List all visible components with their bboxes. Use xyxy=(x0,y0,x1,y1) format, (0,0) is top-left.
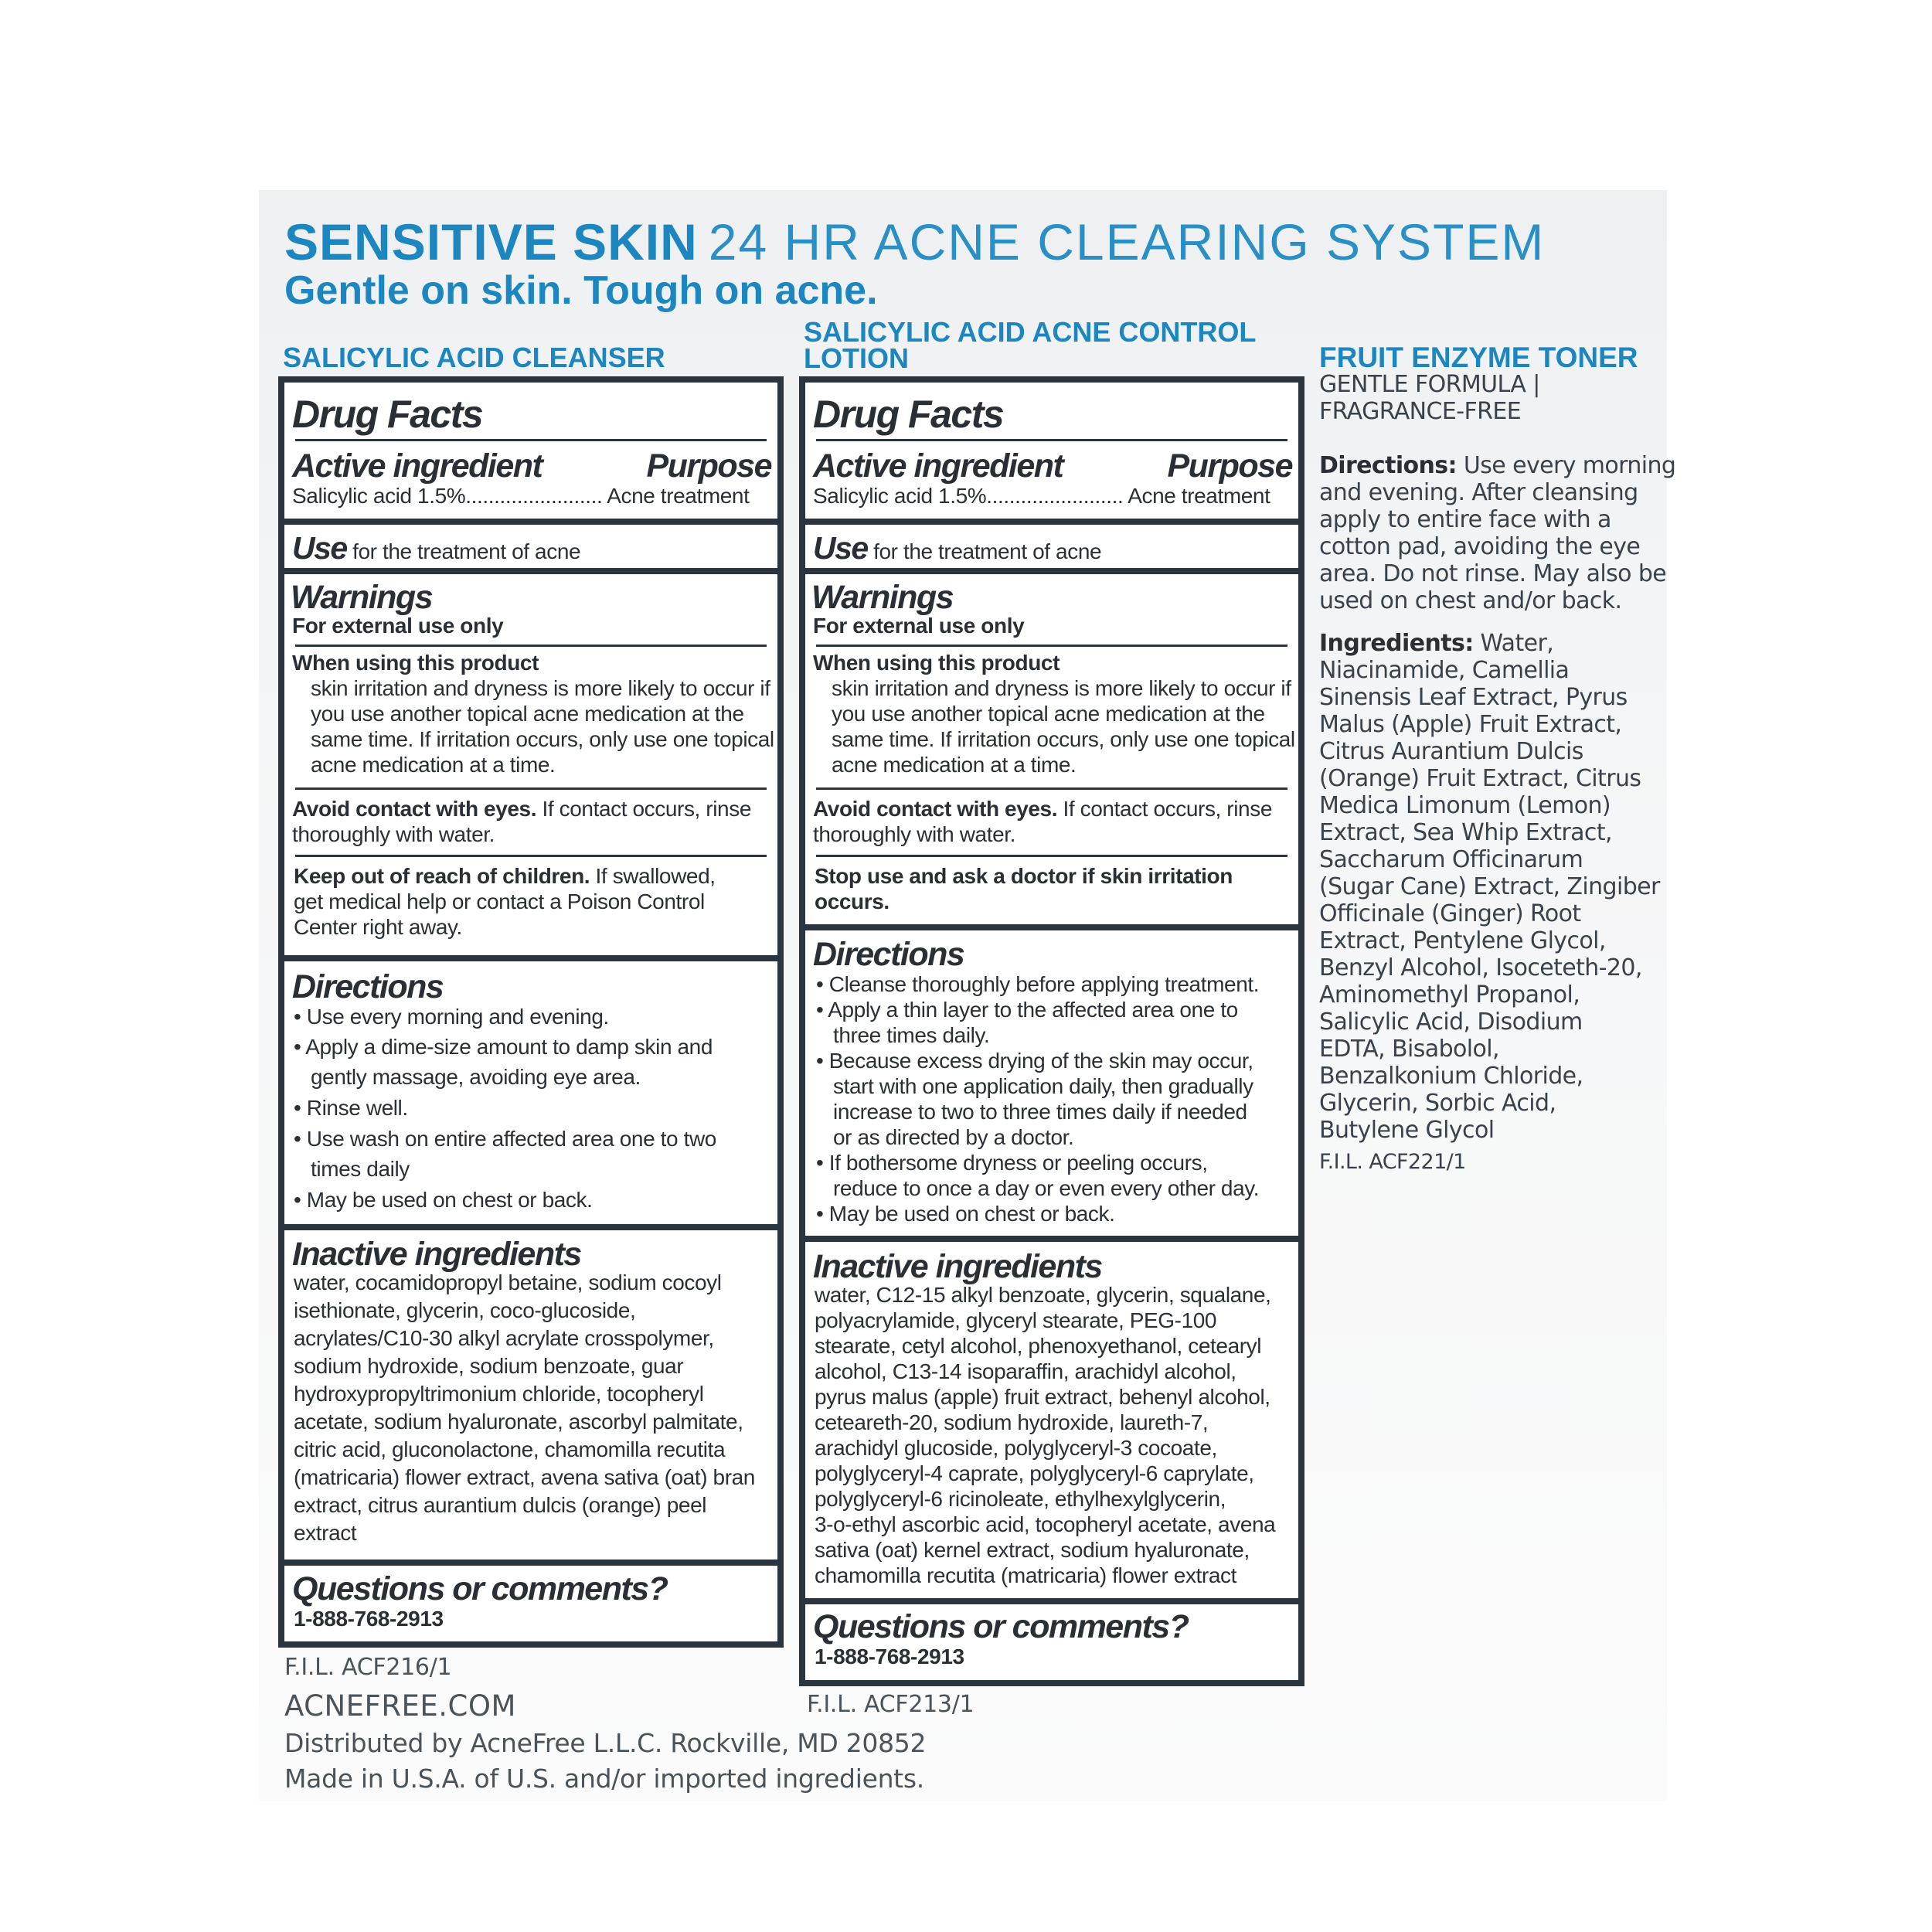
toner-ingredients-line: Benzyl Alcohol, Isoceteth-20, xyxy=(1319,954,1642,981)
inactive-line: sativa (oat) kernel extract, sodium hyaluronate, xyxy=(815,1538,1250,1562)
directions-line: • Use every morning and evening. xyxy=(294,1005,609,1029)
toner-ingredients-line: Malus (Apple) Fruit Extract, xyxy=(1319,711,1622,738)
directions-line: • Because excess drying of the skin may occur, xyxy=(816,1049,1253,1073)
inactive-line: polyacrylamide, glyceryl stearate, PEG-100 xyxy=(815,1308,1217,1332)
inactive-line: pyrus malus (apple) fruit extract, behenyl alcohol, xyxy=(815,1385,1270,1409)
toner-ingredients-line: Aminomethyl Propanol, xyxy=(1319,981,1580,1009)
drug-facts-title: Drug Facts xyxy=(813,393,1004,436)
when-using-line: skin irritation and dryness is more likely to occur if xyxy=(832,676,1291,700)
directions-line: • Rinse well. xyxy=(294,1096,408,1120)
toner-ingredients-text: Water, xyxy=(1473,630,1554,657)
when-using-line: you use another topical acne medication at the xyxy=(311,702,744,726)
inactive-line: sodium hydroxide, sodium benzoate, guar xyxy=(294,1354,684,1378)
cleanser-heading: SALICYLIC ACID CLEANSER xyxy=(283,342,665,373)
phone-number: 1-888-768-2913 xyxy=(815,1645,964,1668)
divider xyxy=(295,645,767,647)
purpose-label: Purpose xyxy=(646,447,771,485)
toner-ingredients-first xyxy=(1319,630,1553,658)
section-separator xyxy=(805,519,1298,525)
when-using-line: skin irritation and dryness is more likely to occur if xyxy=(311,676,770,700)
avoid-contact xyxy=(292,796,751,821)
directions-line: • May be used on chest or back. xyxy=(816,1202,1115,1226)
avoid-contact-line: thoroughly with water. xyxy=(813,822,1016,846)
active-ingredient-line: Salicylic acid 1.5%........................ Acne treatment xyxy=(292,484,750,508)
toner-directions-line: cotton pad, avoiding the eye xyxy=(1319,533,1641,560)
toner-ingredients-line: EDTA, Bisabolol, xyxy=(1319,1036,1499,1063)
use-line xyxy=(813,529,1101,566)
directions-line: three times daily. xyxy=(833,1023,990,1047)
when-using-line: same time. If irritation occurs, only use one topical xyxy=(311,727,774,751)
toner-ingredients-line: Butylene Glycol xyxy=(1319,1117,1495,1144)
active-ingredient-label: Active ingredient xyxy=(292,447,543,485)
toner-ingredients-line: Sinensis Leaf Extract, Pyrus xyxy=(1319,684,1628,711)
directions-line: • Apply a thin layer to the affected area one to xyxy=(816,998,1238,1022)
toner-ingredients-line: Extract, Sea Whip Extract, xyxy=(1319,819,1612,846)
questions-title: Questions or comments? xyxy=(813,1608,1189,1645)
title-bold: SENSITIVE SKIN xyxy=(284,213,698,270)
directions-line: times daily xyxy=(311,1157,410,1181)
when-using-title: When using this product xyxy=(292,651,539,675)
section-separator xyxy=(805,1236,1298,1242)
inactive-line: extract xyxy=(294,1521,357,1545)
avoid-contact-bold: Avoid contact with eyes. xyxy=(813,797,1058,821)
toner-directions-line: area. Do not rinse. May also be xyxy=(1319,560,1667,587)
inactive-line: 3-o-ethyl ascorbic acid, tocopheryl acetate, avena xyxy=(815,1512,1276,1536)
inactive-line: citric acid, gluconolactone, chamomilla recutita xyxy=(294,1437,726,1461)
warnings-title: Warnings xyxy=(811,579,954,616)
keep-out-line: Center right away. xyxy=(294,915,462,939)
divider xyxy=(295,787,767,790)
lotion-heading-line2: LOTION xyxy=(804,342,909,374)
active-ingredient-line: Salicylic acid 1.5%........................ Acne treatment xyxy=(813,484,1270,508)
inactive-line: polyglyceryl-4 caprate, polyglyceryl-6 caprylate, xyxy=(815,1461,1254,1485)
stop-use-line: Stop use and ask a doctor if skin irritation xyxy=(815,864,1233,888)
use-line xyxy=(292,529,580,566)
inactive-line: acetate, sodium hyaluronate, ascorbyl palmitate, xyxy=(294,1410,743,1434)
external-use: For external use only xyxy=(813,614,1025,638)
directions-line: gently massage, avoiding eye area. xyxy=(311,1065,641,1089)
when-using-title: When using this product xyxy=(813,651,1060,675)
directions-line: • Use wash on entire affected area one to two xyxy=(294,1127,716,1151)
directions-line: or as directed by a doctor. xyxy=(833,1125,1074,1149)
divider xyxy=(295,855,767,857)
external-use: For external use only xyxy=(292,614,504,638)
toner-ingredients-line: Citrus Aurantium Dulcis xyxy=(1319,738,1583,765)
lotion-fil-code: F.I.L. ACF213/1 xyxy=(807,1691,975,1718)
use-text: for the treatment of acne xyxy=(346,539,581,563)
toner-heading: FRUIT ENZYME TONER xyxy=(1319,342,1638,373)
stop-use-line: occurs. xyxy=(815,889,889,913)
toner-ingredients-line: Salicylic Acid, Disodium xyxy=(1319,1009,1583,1036)
toner-fil-code: F.I.L. ACF221/1 xyxy=(1319,1150,1466,1174)
tagline: Gentle on skin. Tough on acne. xyxy=(284,268,878,313)
directions-title: Directions xyxy=(813,936,964,973)
inactive-title: Inactive ingredients xyxy=(292,1236,581,1273)
when-using-line: you use another topical acne medication at the xyxy=(832,702,1265,726)
keep-out-bold: Keep out of reach of children. xyxy=(294,864,590,888)
when-using-line: acne medication at a time. xyxy=(311,753,556,777)
toner-ingredients-line: Benzalkonium Chloride, xyxy=(1319,1063,1583,1090)
toner-ingredients-line: (Sugar Cane) Extract, Zingiber xyxy=(1319,873,1660,900)
inactive-line: polyglyceryl-6 ricinoleate, ethylhexylglycerin, xyxy=(815,1487,1226,1511)
warnings-title: Warnings xyxy=(291,579,433,616)
section-separator xyxy=(284,1560,777,1566)
toner-ingredients-line: Saccharum Officinarum xyxy=(1319,846,1583,873)
keep-out-rest: If swallowed, xyxy=(590,864,716,888)
phone-number: 1-888-768-2913 xyxy=(294,1607,444,1631)
inactive-line: ceteareth-20, sodium hydroxide, laureth-7, xyxy=(815,1410,1209,1434)
website: ACNEFREE.COM xyxy=(284,1689,516,1723)
use-label: Use xyxy=(813,530,868,566)
toner-ingredients-line: Officinale (Ginger) Root xyxy=(1319,900,1581,927)
keep-out-of-reach xyxy=(294,863,716,889)
cleanser-fil-code: F.I.L. ACF216/1 xyxy=(284,1654,452,1681)
avoid-contact-bold: Avoid contact with eyes. xyxy=(292,797,537,821)
divider xyxy=(816,787,1287,790)
toner-directions-label: Directions: xyxy=(1319,452,1457,479)
divider xyxy=(816,645,1287,647)
toner-directions-line: and evening. After cleansing xyxy=(1319,479,1638,506)
toner-ingredients-line: Niacinamide, Camellia xyxy=(1319,657,1570,684)
divider xyxy=(295,439,767,441)
directions-line: • If bothersome dryness or peeling occurs, xyxy=(816,1151,1208,1175)
toner-subtitle-line: FRAGRANCE-FREE xyxy=(1319,398,1522,425)
inactive-line: isethionate, glycerin, coco-glucoside, xyxy=(294,1298,636,1322)
directions-line: reduce to once a day or even every other day. xyxy=(833,1176,1260,1200)
toner-directions-first xyxy=(1319,452,1675,480)
section-separator xyxy=(805,1598,1298,1604)
section-separator xyxy=(284,1224,777,1230)
directions-line: increase to two to three times daily if needed xyxy=(833,1100,1247,1124)
toner-ingredients-line: Extract, Pentylene Glycol, xyxy=(1319,927,1606,954)
made-in: Made in U.S.A. of U.S. and/or imported ingredients. xyxy=(284,1764,924,1794)
inactive-line: chamomilla recutita (matricaria) flower extract xyxy=(815,1563,1237,1587)
toner-directions-line: used on chest and/or back. xyxy=(1319,587,1622,614)
directions-line: • Apply a dime-size amount to damp skin and xyxy=(294,1035,713,1059)
inactive-line: stearate, cetyl alcohol, phenoxyethanol, cetearyl xyxy=(815,1334,1262,1358)
toner-ingredients-line: Medica Limonum (Lemon) xyxy=(1319,792,1611,819)
keep-out-line: get medical help or contact a Poison Control xyxy=(294,889,705,913)
lotion-drug-facts-box xyxy=(799,376,1304,1686)
inactive-line: hydroxypropyltrimonium chloride, tocopheryl xyxy=(294,1382,704,1406)
section-separator xyxy=(805,568,1298,574)
avoid-contact-line: thoroughly with water. xyxy=(292,822,495,846)
toner-directions-line: apply to entire face with a xyxy=(1319,506,1611,533)
toner-ingredients-line: (Orange) Fruit Extract, Citrus xyxy=(1319,765,1641,792)
avoid-contact xyxy=(813,796,1272,821)
inactive-line: extract, citrus aurantium dulcis (orange) peel xyxy=(294,1493,707,1517)
inactive-title: Inactive ingredients xyxy=(813,1248,1102,1285)
section-separator xyxy=(284,568,777,574)
toner-ingredients-label: Ingredients: xyxy=(1319,630,1474,657)
avoid-contact-rest: If contact occurs, rinse xyxy=(1057,797,1272,821)
use-text: for the treatment of acne xyxy=(867,539,1102,563)
active-ingredient-label: Active ingredient xyxy=(813,447,1063,485)
use-label: Use xyxy=(292,530,347,566)
cleanser-drug-facts-box xyxy=(278,376,784,1648)
directions-line: • Cleanse thoroughly before applying treatment. xyxy=(816,972,1260,996)
directions-line: start with one application daily, then gradually xyxy=(833,1074,1253,1098)
when-using-line: same time. If irritation occurs, only use one topical xyxy=(832,727,1295,751)
directions-line: • May be used on chest or back. xyxy=(294,1188,593,1212)
section-separator xyxy=(284,519,777,525)
avoid-contact-rest: If contact occurs, rinse xyxy=(536,797,751,821)
section-separator xyxy=(284,955,777,961)
inactive-line: (matricaria) flower extract, avena sativa (oat) bran xyxy=(294,1465,755,1489)
questions-title: Questions or comments? xyxy=(292,1570,668,1607)
inactive-line: acrylates/C10-30 alkyl acrylate crosspolymer, xyxy=(294,1326,714,1350)
toner-directions-text: Use every morning xyxy=(1456,452,1676,479)
drug-facts-title: Drug Facts xyxy=(292,393,483,436)
toner-subtitle-line: GENTLE FORMULA | xyxy=(1319,371,1540,398)
inactive-line: water, cocamidopropyl betaine, sodium cocoyl xyxy=(294,1270,722,1294)
directions-title: Directions xyxy=(292,968,444,1005)
inactive-line: water, C12-15 alkyl benzoate, glycerin, squalane, xyxy=(815,1283,1271,1307)
divider xyxy=(816,439,1287,441)
section-separator xyxy=(805,924,1298,930)
lotion-heading-line1: SALICYLIC ACID ACNE CONTROL xyxy=(804,316,1257,348)
inactive-line: alcohol, C13-14 isoparaffin, arachidyl alcohol, xyxy=(815,1359,1236,1383)
purpose-label: Purpose xyxy=(1167,447,1292,485)
distributed-by: Distributed by AcneFree L.L.C. Rockville, MD 20852 xyxy=(284,1728,927,1758)
toner-ingredients-line: Glycerin, Sorbic Acid, xyxy=(1319,1090,1556,1117)
title-light: 24 HR ACNE CLEARING SYSTEM xyxy=(708,213,1546,270)
when-using-line: acne medication at a time. xyxy=(832,753,1077,777)
divider xyxy=(816,855,1287,857)
inactive-line: arachidyl glucoside, polyglyceryl-3 cocoate, xyxy=(815,1436,1217,1460)
